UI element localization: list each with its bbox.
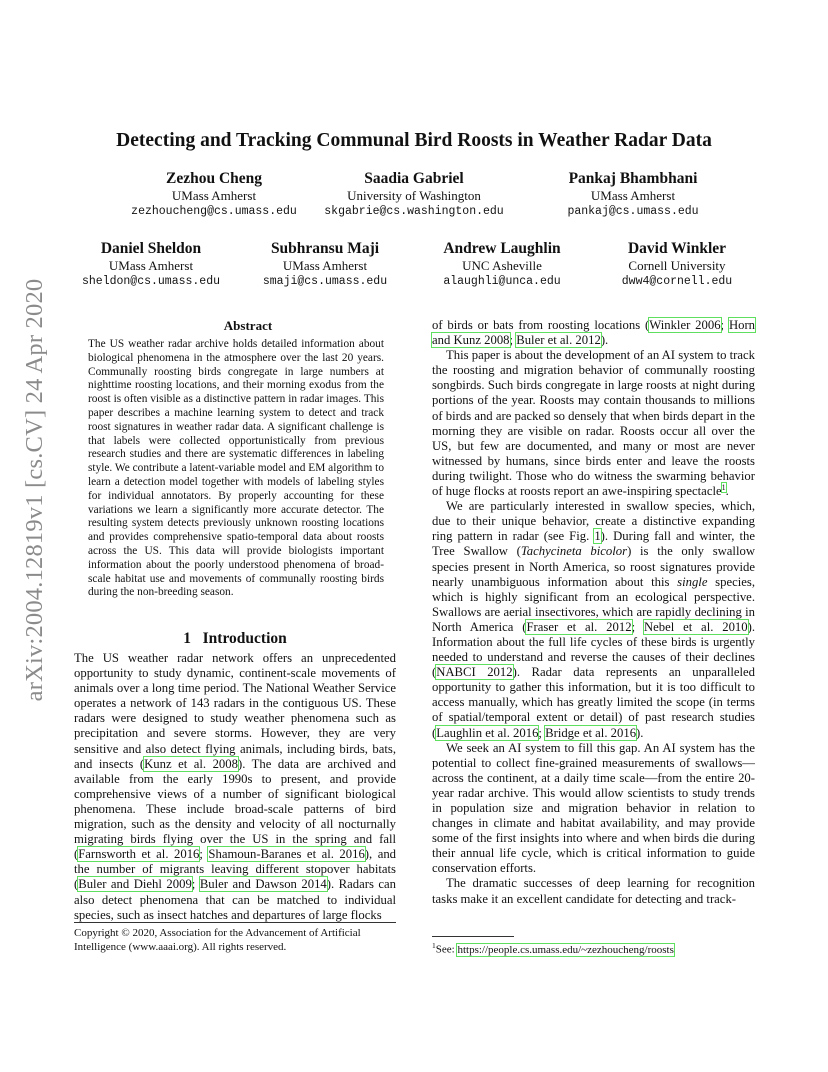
author-email: alaughli@unca.edu xyxy=(443,275,561,288)
intro-paragraph: We are particularly interested in swallow species, which, due to their unique behavior, create a distinctive expanding ring pattern in radar (see Fig. 1). During fall and winter, the Tree Swallow (Tachycineta bicolor) is the only swallow species present in North America, so roost signatures provide nearly unambiguous information about this single species, which is highly significant from an ecological perspective. Swallows are aerial insectivores, which are rapidly declining in North America (Fraser et al. 2012; Nebel et al. 2010). Information about the full life cycles of these birds is urgently needed to understand and reverse the causes of their declines (NABCI 2012). Radar data represents an unparalleled opportunity to gather this information, but it is too difficult to access manually, which has greatly limited the scope (in terms of spatial/temporal extent or detail) of past research studies (Laughlin et al. 2016; Bridge et al. 2016). xyxy=(432,499,756,740)
author-affiliation: UNC Asheville xyxy=(462,258,542,273)
intro-left-column xyxy=(74,651,396,923)
section-number: 1 xyxy=(183,630,191,647)
emphasis: single xyxy=(677,574,708,589)
footer-rule xyxy=(74,922,396,923)
author-block xyxy=(597,240,757,290)
citation-link[interactable]: Nebel et al. 2010 xyxy=(643,619,748,634)
species-name: Tachycineta bicolor xyxy=(520,544,628,559)
author-affiliation: UMass Amherst xyxy=(171,188,257,203)
author-email: dww4@cornell.edu xyxy=(621,275,733,288)
intro-paragraph: of birds or bats from roosting locations (Winkler 2006; Horn and Kunz 2008; Buler et al. 2012). xyxy=(432,318,756,348)
footnote-url-link[interactable]: https://people.cs.umass.edu/~zezhoucheng/roosts xyxy=(457,943,674,956)
intro-paragraph: The US weather radar network offers an unprecedented opportunity to study dynamic, continent-scale movements of animals over a long time period. The National Weather Service operates a network of 143 radars in the contiguous US. These radars were designed to study weather phenomena such as precipitation and severe storms. However, they are very sensitive and also detect flying animals, including birds, bats, and insects (Kunz et al. 2008). The data are archived and available from the early 1990s to present, and provide comprehensive views of a number of significant biological phenomena. These include broad-scale patterns of bird migration, such as the density and velocity of all nocturnally migrating birds flying over the US in the spring and fall (Farnsworth et al. 2016; Shamoun-Baranes et al. 2016), and the number of migrants leaving different stopover habitats (Buler and Diehl 2009; Buler and Dawson 2014). Radars can also detect phenomena that can be matched to individual species, such as insect hatches and departures of large flocks xyxy=(74,651,397,922)
author-email: pankaj@cs.umass.edu xyxy=(567,205,699,218)
intro-paragraph: We seek an AI system to fill this gap. An AI system has the potential to collect fine-grained measurements of swallows—across the continent, at a daily time scale—from the entire 20-year radar archive. This would allow scientists to study trends in population size and migration behavior in relation to changes in climate and habitat availability, and may provide some of the first insights into where and when birds die during their annual life cycle, which is critical information to guide conservation efforts. xyxy=(432,740,755,876)
author-email: smaji@cs.umass.edu xyxy=(262,275,388,288)
footnote xyxy=(432,939,755,957)
intro-paragraph: This paper is about the development of an AI system to track the roosting and migration behavior of communally roosting songbirds. Such birds congregate in large roosts at night during portions of the year. Roosts may contain thousands to millions of birds and are packed so densely that when birds depart in the morning they are visible on radar. Roosts occur all over the US, but few are documented, and many or most are never witnessed by humans, since birds enter and leave the roosts during twilight. Those who do witness the swarming behavior of huge flocks at roosts report an awe-inspiring spectacle$^1$. xyxy=(432,348,756,499)
citation-link[interactable]: NABCI 2012 xyxy=(436,665,513,680)
citation-link[interactable]: Bridge et al. 2016 xyxy=(545,725,637,740)
author-email: sheldon@cs.umass.edu xyxy=(81,275,221,288)
author-name: David Winkler xyxy=(627,240,727,257)
arxiv-identifier: arXiv:2004.12819v1 [cs.CV] 24 Apr 2020 xyxy=(21,278,48,702)
section-title: Introduction xyxy=(202,630,287,647)
author-block xyxy=(245,240,405,290)
author-name: Zezhou Cheng xyxy=(165,170,263,187)
author-name: Saadia Gabriel xyxy=(364,170,464,187)
intro-paragraph: The dramatic successes of deep learning for recognition tasks make it an excellent candidate for detecting and track- xyxy=(432,876,755,906)
author-block xyxy=(71,240,231,290)
author-affiliation: University of Washington xyxy=(347,188,481,203)
paper-title: Detecting and Tracking Communal Bird Roosts in Weather Radar Data xyxy=(116,130,712,151)
author-name: Pankaj Bhambhani xyxy=(568,170,698,187)
abstract-heading: Abstract xyxy=(223,318,273,333)
figure-link[interactable]: 1 xyxy=(594,529,601,544)
footnote-rule xyxy=(432,936,514,937)
author-name: Daniel Sheldon xyxy=(100,240,202,257)
author-affiliation: UMass Amherst xyxy=(282,258,368,273)
citation-link[interactable]: Farnsworth et al. 2016 xyxy=(78,847,200,862)
citation-link[interactable]: Buler and Dawson 2014 xyxy=(199,877,327,892)
citation-link[interactable]: Buler et al. 2012 xyxy=(516,333,601,348)
section-heading xyxy=(74,630,396,648)
footnote-link[interactable]: 1 xyxy=(721,482,726,492)
citation-link[interactable]: Fraser et al. 2012 xyxy=(526,619,632,634)
copyright-notice: Copyright © 2020, Association for the Advancement of Artificial Intelligence (www.aaai.org). All rights reserved. xyxy=(74,927,361,953)
citation-link[interactable]: Kunz et al. 2008 xyxy=(144,756,238,771)
author-affiliation: UMass Amherst xyxy=(590,188,676,203)
intro-right-column xyxy=(432,318,755,907)
author-name: Andrew Laughlin xyxy=(443,240,561,257)
author-block xyxy=(503,170,763,220)
citation-link[interactable]: Horn and Kunz 2008 xyxy=(432,318,756,348)
citation-link[interactable]: Shamoun-Baranes et al. 2016 xyxy=(208,847,365,862)
author-affiliation: Cornell University xyxy=(628,258,726,273)
author-block xyxy=(422,240,582,290)
author-email: zezhoucheng@cs.umass.edu xyxy=(131,205,297,218)
author-name: Subhransu Maji xyxy=(270,240,380,257)
author-email: skgabrie@cs.washington.edu xyxy=(324,205,504,218)
citation-link[interactable]: Laughlin et al. 2016 xyxy=(436,725,539,740)
author-affiliation: UMass Amherst xyxy=(108,258,194,273)
citation-link[interactable]: Buler and Diehl 2009 xyxy=(78,877,192,892)
footnote-label: See: xyxy=(435,943,458,956)
abstract-text: The US weather radar archive holds detailed information about biological phenomena in the atmosphere over the last 20 years. Communally roosting birds congregate in large numbers at nighttime roosting locations, and their morning exodus from the roost is often visible as a distinctive pattern in radar images. This paper describes a machine learning system to detect and track roost signatures in weather radar data. A significant challenge is that labels were collected opportunistically from previous research studies and there are systematic differences in labeling style. We contribute a latent-variable model and EM algorithm to learn a detection model together with models of labeling styles for individual annotators. By properly accounting for these variations we learn a significantly more accurate detector. The resulting system detects previously unknown roosting locations and provides comprehensive spatio-temporal data about roosts across the US. This data will provide biologists important information about the poorly understood phenomena of broad-scale habitat use and movements of communally roosting birds during the non-breeding season. xyxy=(88,338,384,599)
footnote-mark: 1 xyxy=(432,941,436,950)
citation-link[interactable]: Winkler 2006 xyxy=(649,318,721,332)
arxiv-sidebar xyxy=(18,280,52,700)
